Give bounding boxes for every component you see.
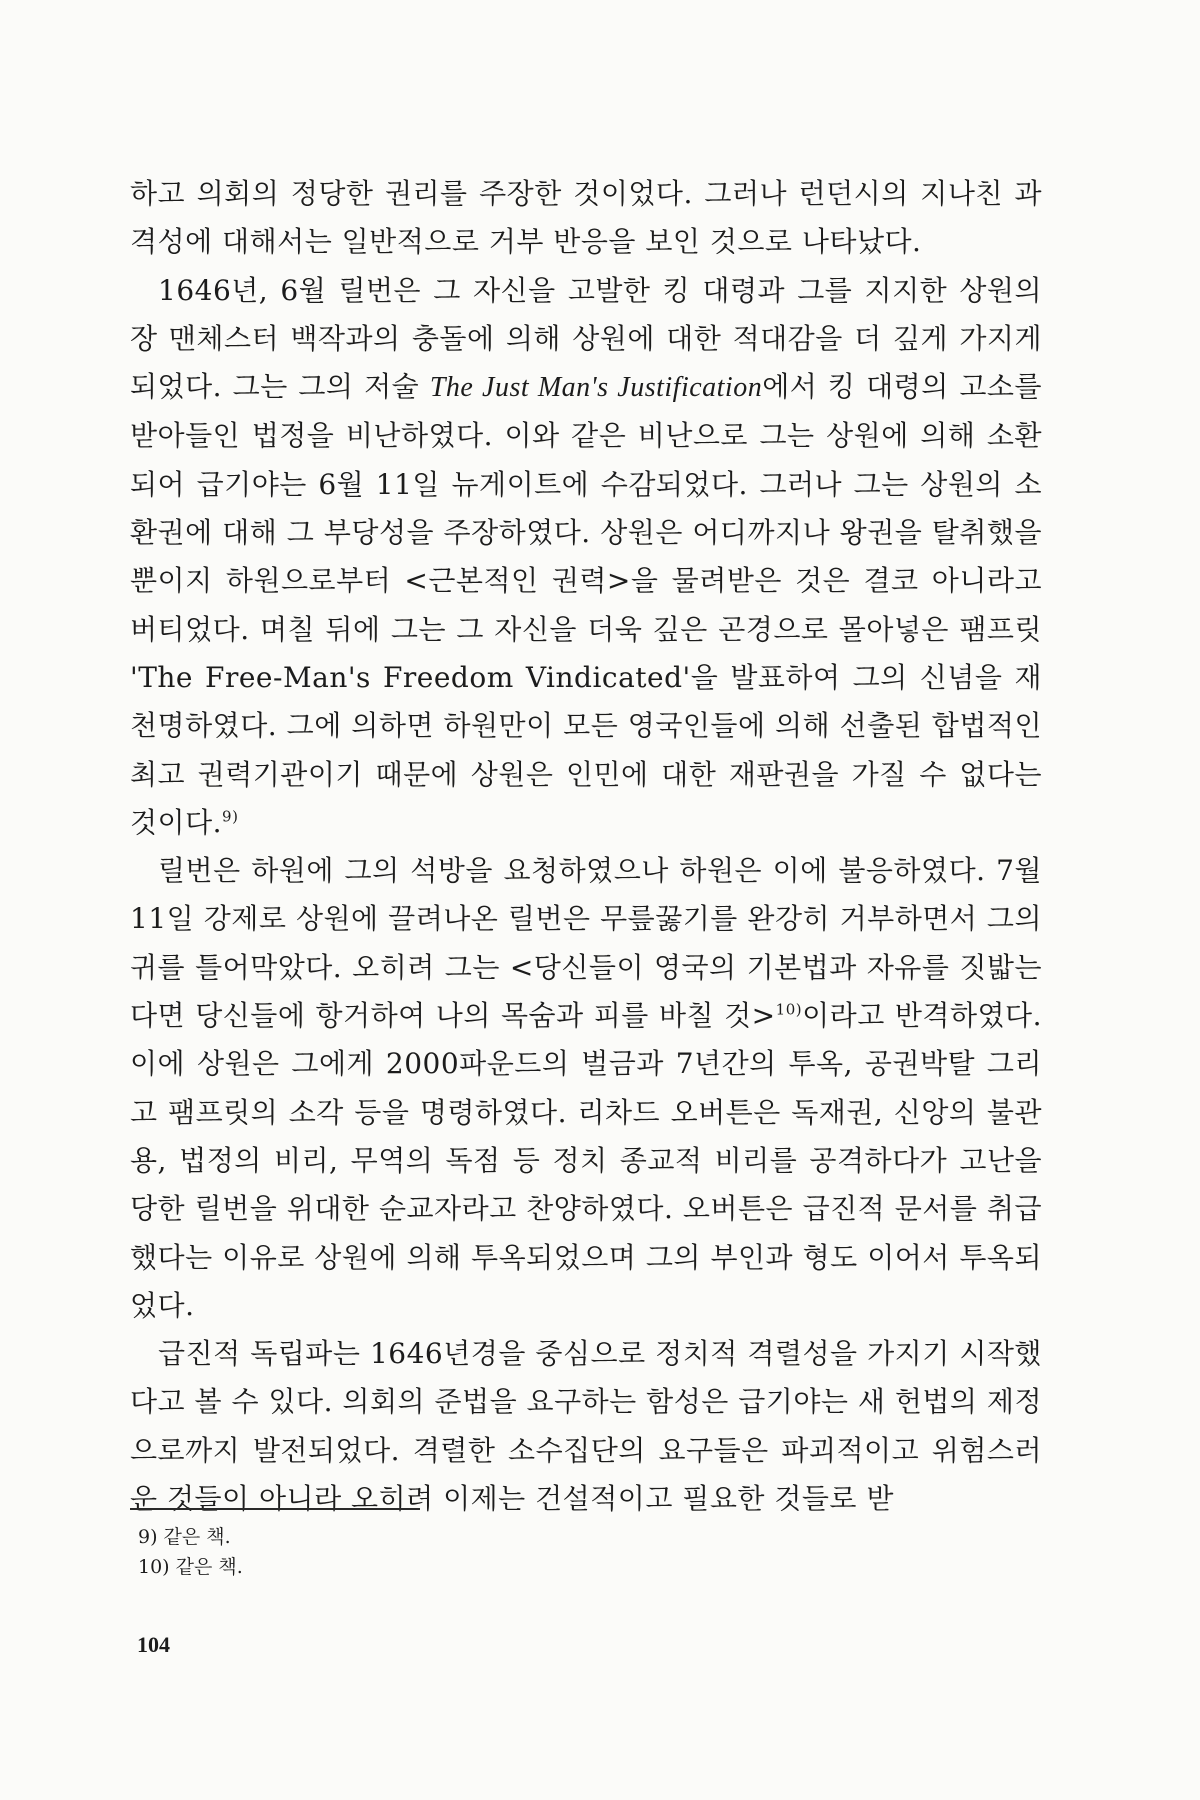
paragraph-radical-independents xyxy=(130,1330,1042,1523)
footnote-ref-10[interactable]: 10) xyxy=(775,1000,803,1019)
paragraph-lilburne-lords xyxy=(130,267,1042,848)
paragraph-continued xyxy=(130,170,1042,267)
footnote-10 xyxy=(138,1552,243,1582)
footnote-number: 10) xyxy=(138,1556,170,1578)
footnote-ref-9[interactable]: 9) xyxy=(222,807,239,826)
paragraph-text: 급진적 독립파는 1646년경을 중심으로 정치적 격렬성을 가지기 시작했다고 볼 수 있다. 의회의 준법을 요구하는 함성은 급기야는 새 헌법의 제정으로까지 발전되었다. 격렬한 소수집단의 요구들은 파괴적이고 위험스러운 것들이 아니라 오히려 이제는 건설적이고 필요한 것들로 받 xyxy=(130,1337,1042,1516)
footnote-9 xyxy=(138,1522,243,1552)
book-title: The Just Man's Justification xyxy=(429,372,763,404)
main-text xyxy=(130,170,1042,1523)
paragraph-lilburne-trial xyxy=(130,847,1042,1330)
footnote-divider xyxy=(130,1508,420,1510)
footnote-text: 같은 책. xyxy=(175,1556,243,1578)
footnote-text: 같은 책. xyxy=(163,1526,231,1548)
paragraph-text: 에서 킹 대령의 고소를 받아들인 법정을 비난하였다. 이와 같은 비난으로 그는 상원에 의해 소환되어 급기야는 6월 11일 뉴게이트에 수감되었다. 그러나 그는 상원의 소환권에 대해 그 부당성을 주장하였다. 상원은 어디까지나 왕권을 탈취했을 뿐이지 하원으로부터 <근본적인 권력>을 물려받은 것은 결코 아니라고 버티었다. 며칠 뒤에 그는 그 자신을 더욱 깊은 곤경으로 몰아넣은 팸프릿 'The Free-Man's Freedom Vindicated'을 발표하여 그의 신념을 재천명하였다. 그에 의하면 하원만이 모든 영국인들에 의해 선출된 합법적인 최고 권력기관이기 때문에 상원은 인민에 대한 재판권을 가질 수 없다는 것이다. xyxy=(130,370,1043,839)
paragraph-text: 이라고 반격하였다. 이에 상원은 그에게 2000파운드의 벌금과 7년간의 투옥, 공권박탈 그리고 팸프릿의 소각 등을 명령하였다. 리차드 오버튼은 독재권, 신앙의 불관용, 법정의 비리, 무역의 독점 등 정치 종교적 비리를 공격하다가 고난을 당한 릴번을 위대한 순교자라고 찬양하였다. 오버튼은 급진적 문서를 취급했다는 이유로 상원에 의해 투옥되었으며 그의 부인과 형도 이어서 투옥되었다. xyxy=(130,999,1043,1322)
paragraph-text: 1646년, 6월 릴번은 그 자신을 고발한 킹 대령과 그를 지지한 상원의 장 맨체스터 백작과의 충돌에 의해 상원에 대한 적대감을 더 깊게 가지게 되었다. 그는 그의 저술 xyxy=(130,273,1042,404)
footnotes xyxy=(138,1522,243,1582)
footnote-number: 9) xyxy=(138,1526,158,1548)
paragraph-text: 릴번은 하원에 그의 석방을 요청하였으나 하원은 이에 불응하였다. 7월 11일 강제로 상원에 끌려나온 릴번은 무릎꿇기를 완강히 거부하면서 그의 귀를 틀어막았다. 오히려 그는 <당신들이 영국의 기본법과 자유를 짓밟는다면 당신들에 항거하여 나의 목숨과 피를 바칠 것> xyxy=(130,854,1042,1033)
page-number: 104 xyxy=(137,1632,170,1657)
paragraph-text: 하고 의회의 정당한 권리를 주장한 것이었다. 그러나 런던시의 지나친 과격성에 대해서는 일반적으로 거부 반응을 보인 것으로 나타났다. xyxy=(130,177,1042,259)
